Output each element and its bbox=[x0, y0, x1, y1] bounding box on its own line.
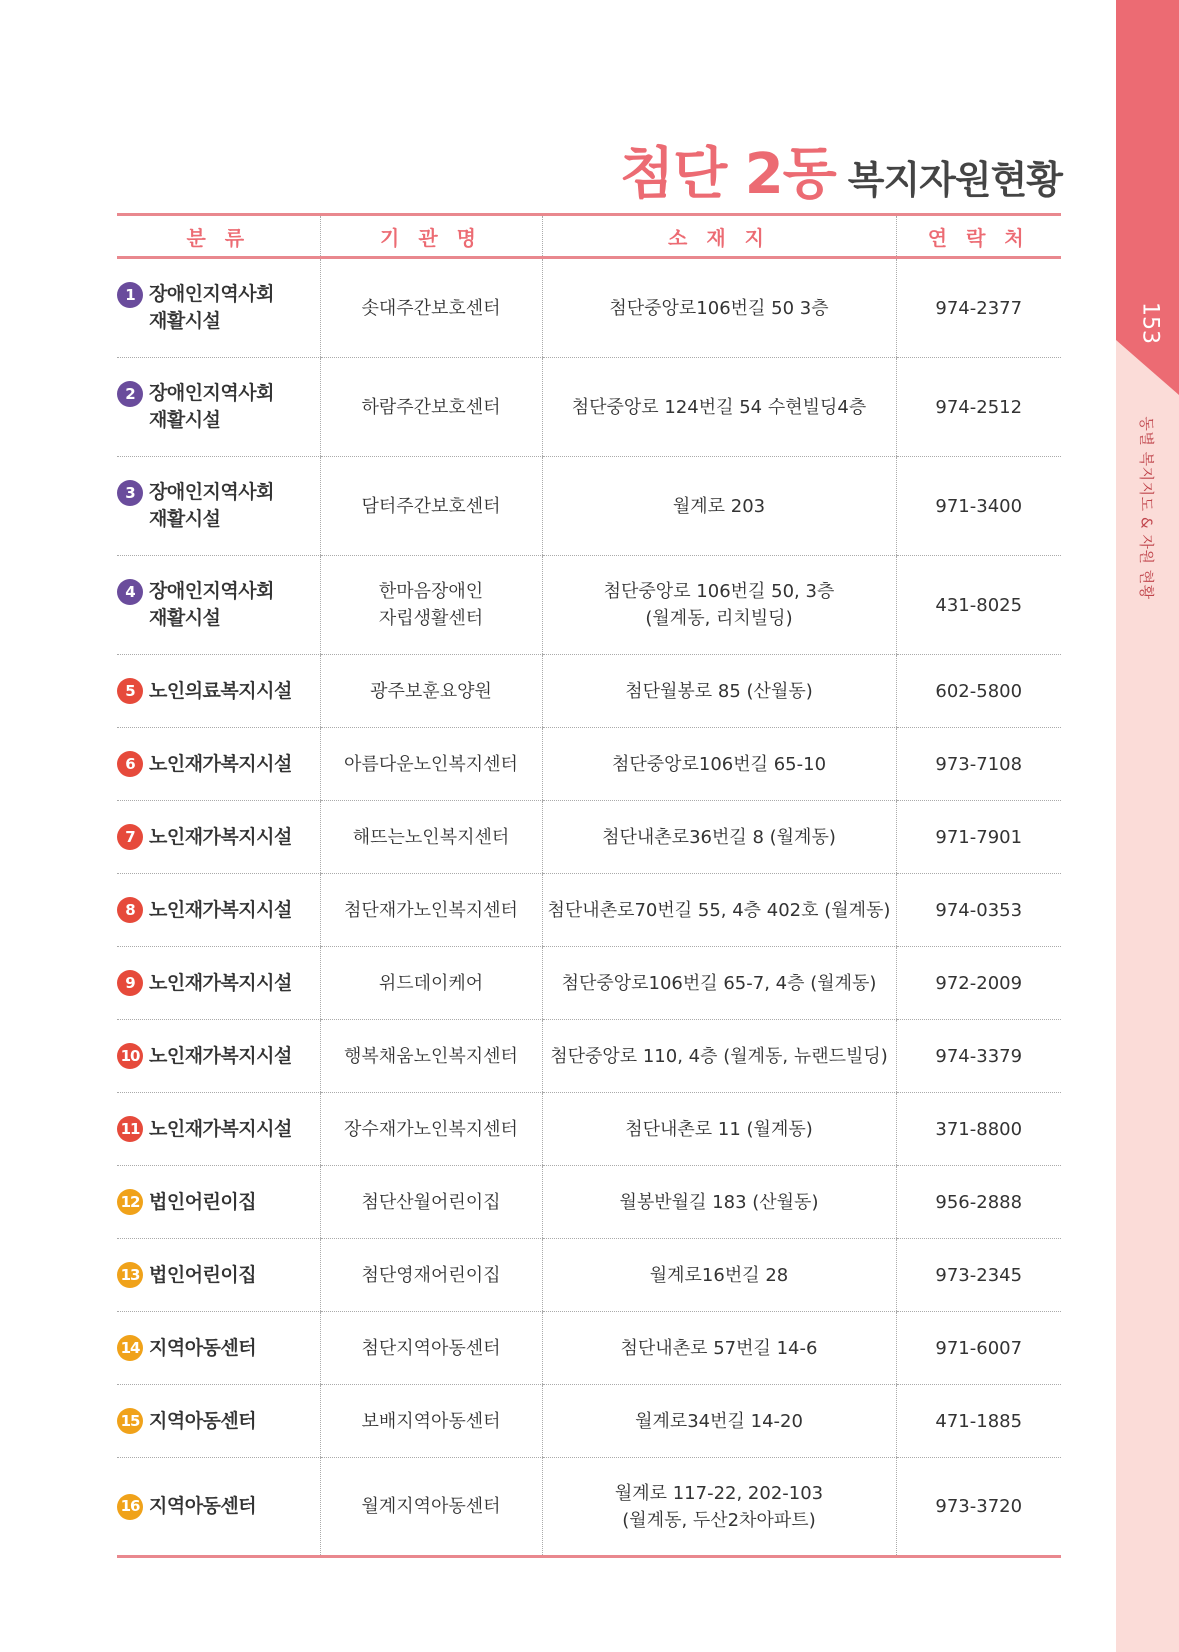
page-title bbox=[620, 130, 1062, 210]
address-line: (월계동, 두산2차아파트) bbox=[622, 1509, 816, 1531]
address-cell bbox=[542, 1312, 896, 1385]
category-label bbox=[149, 1493, 256, 1520]
address-cell bbox=[542, 801, 896, 874]
institution-name: 광주보훈요양원 bbox=[370, 680, 492, 702]
address-line: 첨단내촌로 57번길 14-6 bbox=[620, 1337, 818, 1359]
category-line: 노인재가복지시설 bbox=[149, 898, 292, 921]
address-line: 월봉반월길 183 (산월동) bbox=[619, 1191, 819, 1213]
category bbox=[117, 1335, 316, 1362]
category bbox=[117, 1408, 316, 1435]
category-label bbox=[149, 1043, 292, 1070]
institution-name: 한마음장애인 bbox=[378, 581, 484, 602]
phone-cell: 431-8025 bbox=[896, 556, 1061, 655]
table-row bbox=[117, 874, 1061, 947]
institution-name-cell bbox=[320, 1385, 542, 1458]
title-sub: 복지자원현황 bbox=[847, 158, 1062, 202]
category-line: 재활시설 bbox=[149, 310, 221, 332]
phone-cell: 971-3400 bbox=[896, 457, 1061, 556]
resource-table bbox=[117, 213, 1061, 1558]
address-line: 첨단중앙로 124번길 54 수현빌딩4층 bbox=[571, 396, 867, 418]
header-phone: 연 락 처 bbox=[896, 215, 1061, 258]
phone-cell: 974-2377 bbox=[896, 258, 1061, 358]
address-cell bbox=[542, 1166, 896, 1239]
side-caption: 동별 복지지도 & 자원 현황 bbox=[1137, 416, 1156, 600]
header-name: 기 관 명 bbox=[320, 215, 542, 258]
institution-name-cell bbox=[320, 358, 542, 457]
category-cell bbox=[117, 1093, 320, 1166]
category-label bbox=[149, 1335, 256, 1362]
table-body bbox=[117, 258, 1061, 1557]
address-line: 첨단중앙로106번길 50 3층 bbox=[609, 297, 829, 319]
number-badge: 13 bbox=[117, 1262, 143, 1288]
number-badge: 10 bbox=[117, 1043, 143, 1069]
address-cell bbox=[542, 1020, 896, 1093]
category bbox=[117, 1189, 316, 1216]
category-line: 법인어린이집 bbox=[149, 1263, 257, 1286]
phone-cell: 973-2345 bbox=[896, 1239, 1061, 1312]
phone-cell: 602-5800 bbox=[896, 655, 1061, 728]
category bbox=[117, 578, 316, 632]
address-cell bbox=[542, 1239, 896, 1312]
category-line: 지역아동센터 bbox=[149, 1495, 257, 1517]
number-badge: 11 bbox=[117, 1116, 143, 1142]
number-badge: 9 bbox=[117, 970, 143, 996]
institution-name-cell bbox=[320, 801, 542, 874]
category-line: 장애인지역사회 bbox=[149, 481, 274, 503]
category bbox=[117, 1262, 316, 1289]
category bbox=[117, 824, 316, 851]
institution-name-cell bbox=[320, 1166, 542, 1239]
category-cell bbox=[117, 457, 320, 556]
category bbox=[117, 380, 316, 434]
institution-name-cell bbox=[320, 457, 542, 556]
address-line: (월계동, 리치빌딩) bbox=[645, 608, 793, 629]
institution-name-cell bbox=[320, 258, 542, 358]
address-line: 첨단내촌로 11 (월계동) bbox=[625, 1118, 813, 1140]
phone-cell: 471-1885 bbox=[896, 1385, 1061, 1458]
address-cell bbox=[542, 258, 896, 358]
category-line: 노인재가복지시설 bbox=[149, 752, 292, 775]
phone-cell: 973-3720 bbox=[896, 1458, 1061, 1557]
institution-name-cell bbox=[320, 1020, 542, 1093]
category-line: 노인재가복지시설 bbox=[149, 825, 292, 848]
number-badge: 5 bbox=[117, 678, 143, 704]
phone-cell: 974-3379 bbox=[896, 1020, 1061, 1093]
institution-name: 행복채움노인복지센터 bbox=[344, 1045, 518, 1067]
institution-name-cell bbox=[320, 556, 542, 655]
number-badge: 14 bbox=[117, 1335, 143, 1361]
table-header-row bbox=[117, 215, 1061, 258]
category-label bbox=[149, 824, 292, 851]
address-cell bbox=[542, 457, 896, 556]
category-label bbox=[149, 479, 274, 533]
address-line: 첨단중앙로 110, 4층 (월계동, 뉴랜드빌딩) bbox=[550, 1045, 888, 1067]
category-line: 법인어린이집 bbox=[149, 1190, 257, 1213]
category-label bbox=[149, 281, 274, 335]
address-cell bbox=[542, 947, 896, 1020]
institution-name-cell bbox=[320, 655, 542, 728]
number-badge: 6 bbox=[117, 751, 143, 777]
category-label bbox=[149, 578, 274, 632]
table-row bbox=[117, 1239, 1061, 1312]
address-line: 첨단내촌로70번길 55, 4층 402호 (월계동) bbox=[547, 899, 891, 921]
category bbox=[117, 479, 316, 533]
category-line: 지역아동센터 bbox=[149, 1409, 257, 1432]
table-row bbox=[117, 801, 1061, 874]
number-badge: 3 bbox=[117, 480, 143, 506]
page-number: 153 bbox=[1137, 302, 1163, 344]
table-row bbox=[117, 1385, 1061, 1458]
number-badge: 2 bbox=[117, 381, 143, 407]
phone-cell: 974-2512 bbox=[896, 358, 1061, 457]
address-line: 월계로34번길 14-20 bbox=[635, 1410, 803, 1432]
number-badge: 7 bbox=[117, 824, 143, 850]
category-line: 장애인지역사회 bbox=[149, 283, 274, 305]
category-cell bbox=[117, 874, 320, 947]
address-cell bbox=[542, 1458, 896, 1557]
phone-cell: 956-2888 bbox=[896, 1166, 1061, 1239]
phone-cell: 971-6007 bbox=[896, 1312, 1061, 1385]
institution-name-cell bbox=[320, 874, 542, 947]
number-badge: 16 bbox=[117, 1494, 143, 1520]
category-cell bbox=[117, 947, 320, 1020]
address-line: 첨단중앙로 106번길 50, 3층 bbox=[603, 581, 835, 602]
institution-name-cell bbox=[320, 1239, 542, 1312]
address-line: 월계로 203 bbox=[672, 495, 766, 517]
category-cell bbox=[117, 358, 320, 457]
table-row bbox=[117, 556, 1061, 655]
address-cell bbox=[542, 655, 896, 728]
table-row bbox=[117, 1312, 1061, 1385]
number-badge: 1 bbox=[117, 282, 143, 308]
institution-name: 솟대주간보호센터 bbox=[361, 297, 501, 319]
institution-name: 담터주간보호센터 bbox=[361, 495, 501, 517]
number-badge: 12 bbox=[117, 1189, 143, 1215]
category bbox=[117, 1043, 316, 1070]
category-label bbox=[149, 897, 292, 924]
institution-name: 보배지역아동센터 bbox=[361, 1410, 501, 1432]
institution-name: 위드데이케어 bbox=[378, 972, 484, 994]
category-line: 노인재가복지시설 bbox=[149, 1044, 292, 1067]
category-label bbox=[149, 1408, 256, 1435]
address-line: 월계로 117-22, 202-103 bbox=[614, 1482, 824, 1504]
table-row bbox=[117, 1020, 1061, 1093]
number-badge: 15 bbox=[117, 1408, 143, 1434]
table-row bbox=[117, 1093, 1061, 1166]
table-row bbox=[117, 358, 1061, 457]
category-line: 장애인지역사회 bbox=[149, 382, 274, 404]
address-line: 첨단월봉로 85 (산월동) bbox=[625, 680, 813, 702]
category-label bbox=[149, 1116, 292, 1143]
category-line: 노인의료복지시설 bbox=[149, 679, 292, 702]
title-main: 첨단 2동 bbox=[620, 142, 836, 207]
category-cell bbox=[117, 728, 320, 801]
phone-cell: 371-8800 bbox=[896, 1093, 1061, 1166]
category-cell bbox=[117, 1166, 320, 1239]
institution-name: 해뜨는노인복지센터 bbox=[352, 826, 510, 848]
category-label bbox=[149, 1262, 256, 1289]
category-line: 노인재가복지시설 bbox=[149, 1117, 292, 1140]
table-row bbox=[117, 1166, 1061, 1239]
category bbox=[117, 1116, 316, 1143]
category-label bbox=[149, 380, 274, 434]
institution-name-cell bbox=[320, 728, 542, 801]
header-category: 분 류 bbox=[117, 215, 320, 258]
category-line: 지역아동센터 bbox=[149, 1336, 257, 1359]
category-cell bbox=[117, 1458, 320, 1557]
category bbox=[117, 751, 316, 778]
institution-name: 첨단영재어린이집 bbox=[361, 1264, 501, 1286]
category-cell bbox=[117, 1312, 320, 1385]
address-cell bbox=[542, 1385, 896, 1458]
address-cell bbox=[542, 728, 896, 801]
category-line: 노인재가복지시설 bbox=[149, 971, 292, 994]
category-cell bbox=[117, 655, 320, 728]
phone-cell: 974-0353 bbox=[896, 874, 1061, 947]
table-row bbox=[117, 1458, 1061, 1557]
institution-name-cell bbox=[320, 947, 542, 1020]
category-line: 재활시설 bbox=[149, 607, 221, 629]
number-badge: 4 bbox=[117, 579, 143, 605]
institution-name: 월계지역아동센터 bbox=[361, 1496, 501, 1517]
table-row bbox=[117, 947, 1061, 1020]
institution-name: 자립생활센터 bbox=[378, 608, 484, 629]
category bbox=[117, 281, 316, 335]
phone-cell: 971-7901 bbox=[896, 801, 1061, 874]
category-line: 재활시설 bbox=[149, 508, 221, 530]
table-row bbox=[117, 457, 1061, 556]
phone-cell: 972-2009 bbox=[896, 947, 1061, 1020]
number-badge: 8 bbox=[117, 897, 143, 923]
table-row bbox=[117, 728, 1061, 801]
category-cell bbox=[117, 1020, 320, 1093]
category-cell bbox=[117, 1239, 320, 1312]
category-label bbox=[149, 1189, 256, 1216]
category bbox=[117, 678, 316, 705]
category-label bbox=[149, 751, 292, 778]
address-line: 월계로16번길 28 bbox=[649, 1264, 789, 1286]
category-cell bbox=[117, 556, 320, 655]
category-line: 재활시설 bbox=[149, 409, 221, 431]
category-line: 장애인지역사회 bbox=[149, 580, 274, 602]
institution-name: 첨단지역아동센터 bbox=[361, 1337, 501, 1359]
address-line: 첨단중앙로106번길 65-10 bbox=[611, 753, 827, 775]
institution-name-cell bbox=[320, 1312, 542, 1385]
address-cell bbox=[542, 358, 896, 457]
category bbox=[117, 897, 316, 924]
table-row bbox=[117, 655, 1061, 728]
address-cell bbox=[542, 874, 896, 947]
address-line: 첨단중앙로106번길 65-7, 4층 (월계동) bbox=[561, 972, 877, 994]
category bbox=[117, 1493, 316, 1520]
category-cell bbox=[117, 801, 320, 874]
institution-name-cell bbox=[320, 1458, 542, 1557]
address-cell bbox=[542, 556, 896, 655]
institution-name-cell bbox=[320, 1093, 542, 1166]
institution-name: 아름다운노인복지센터 bbox=[344, 753, 518, 775]
address-cell bbox=[542, 1093, 896, 1166]
category bbox=[117, 970, 316, 997]
address-line: 첨단내촌로36번길 8 (월계동) bbox=[602, 826, 836, 848]
category-label bbox=[149, 970, 292, 997]
category-cell bbox=[117, 258, 320, 358]
header-address: 소 재 지 bbox=[542, 215, 896, 258]
institution-name: 하람주간보호센터 bbox=[361, 396, 501, 418]
category-cell bbox=[117, 1385, 320, 1458]
category-label bbox=[149, 678, 292, 705]
institution-name: 첨단재가노인복지센터 bbox=[344, 899, 518, 921]
table-row bbox=[117, 258, 1061, 358]
phone-cell: 973-7108 bbox=[896, 728, 1061, 801]
institution-name: 첨단산월어린이집 bbox=[361, 1191, 501, 1213]
institution-name: 장수재가노인복지센터 bbox=[344, 1118, 518, 1140]
